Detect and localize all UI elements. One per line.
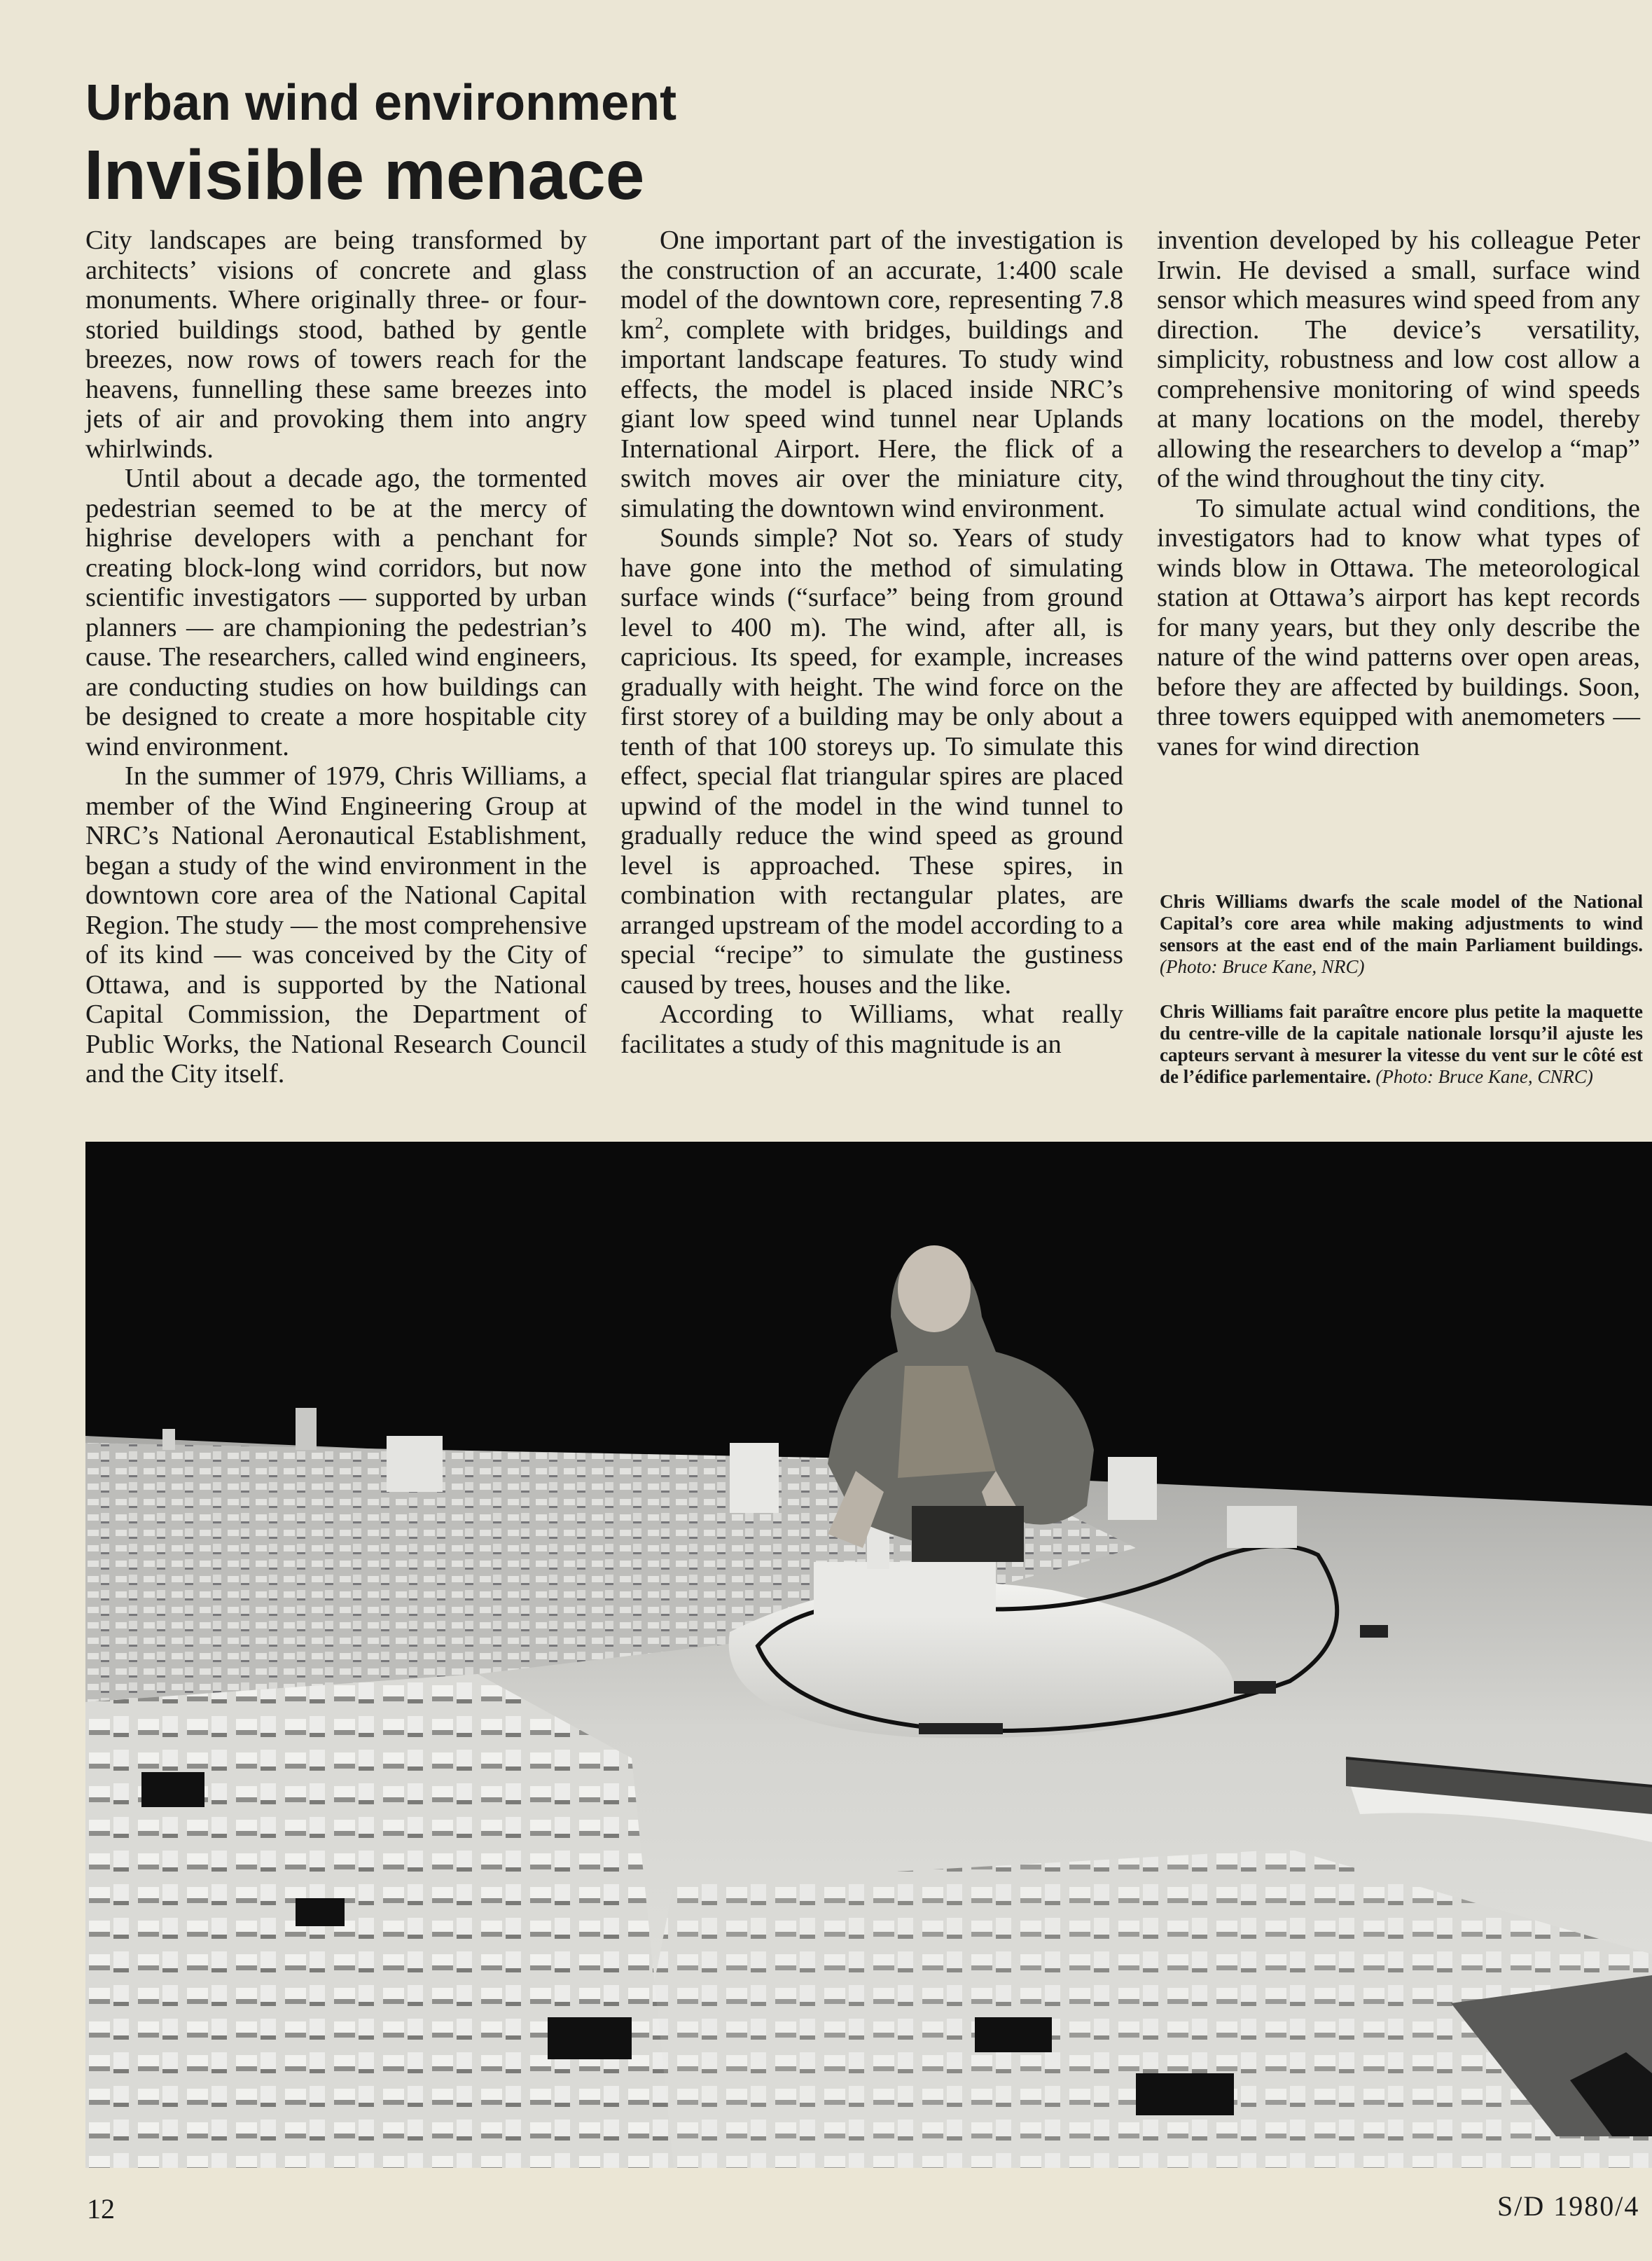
photo-caption-english (1160, 891, 1643, 978)
photo-illustration (85, 1142, 1652, 2168)
caption-text: Chris Williams fait paraître encore plus petite la maquette du centre-ville de la capitale nationale lorsqu’il ajuste les capteurs servant à mesurer la vitesse du vent sur le côté est de l’édifice parlementaire. (1160, 1001, 1643, 1087)
page-number: 12 (87, 2193, 115, 2225)
photo-caption-french (1160, 1001, 1643, 1088)
superscript: 2 (655, 313, 663, 332)
paragraph (620, 226, 1123, 523)
paragraph: invention developed by his colleague Peter Irwin. He devised a small, surface wind sensor which measures wind speed from any direction. The device’s versatility, simplicity, robustness and low cost allow a comprehensive monitoring of wind speeds at many locations on the model, thereby allowing the researchers to develop a “map” of the wind throughout the tiny city. (1157, 226, 1640, 493)
text-column-2 (620, 226, 1123, 1059)
article-kicker: Urban wind environment (85, 75, 677, 131)
issue-label: S/D 1980/4 (1497, 2190, 1640, 2222)
paragraph: City landscapes are being transformed by architects’ visions of concrete and glass monuments. Where originally three- or four-storied buildings stood, bathed by gentle breezes, now rows of towers reach for the heavens, funnelling these same breezes into jets of air and provoking them into angry whirlwinds. (85, 226, 587, 464)
paragraph: In the summer of 1979, Chris Williams, a member of the Wind Engineering Group at NRC’s National Aeronautical Establishment, began a study of the wind environment in the downtown core area of the National Capital Region. The study — the most comprehensive of its kind — was conceived by the City of Ottawa, and is supported by the National Capital Commission, the Department of Public Works, the National Research Council and the City itself. (85, 761, 587, 1088)
paragraph: Until about a decade ago, the tormented pedestrian seemed to be at the mercy of highrise developers with a penchant for creating block-long wind corridors, but now scientific investigators — supported by urban planners — are championing the pedestrian’s cause. The researchers, called wind engineers, are conducting studies on how buildings can be designed to create a more hospitable city wind environment. (85, 464, 587, 761)
paragraph: Sounds simple? Not so. Years of study have gone into the method of simulating surface winds (“surface” being from ground level to 400 m). The wind, after all, is capricious. Its speed, for example, increases gradually with height. The wind force on the first storey of a building may be only about a tenth of that 100 storeys up. To simulate this effect, special flat triangular spires are placed upwind of the model in the wind tunnel to gradually reduce the wind speed as ground level is approached. These spires, in combination with rectangular plates, are arranged upstream of the model according to a special “recipe” to simulate the gustiness caused by trees, houses and the like. (620, 523, 1123, 1000)
paragraph: According to Williams, what really facilitates a study of this magnitude is an (620, 1000, 1123, 1059)
caption-text: Chris Williams dwarfs the scale model of the National Capital’s core area while making adjustments to wind sensors at the east end of the main Parliament buildings. (1160, 891, 1643, 955)
paragraph-text: , complete with bridges, buildings and important landscape features. To study wind effects, the model is placed inside NRC’s giant low speed wind tunnel near Uplands International Airport. Here, the flick of a switch moves air over the miniature city, simulating the downtown wind environment. (620, 314, 1123, 523)
photo-credit: (Photo: Bruce Kane, NRC) (1160, 956, 1365, 977)
text-column-1 (85, 226, 587, 1089)
photo-scale-model (85, 1142, 1652, 2168)
paragraph-text: One important part of the investigation is the construction of an accurate, 1:400 scale model of the downtown core, representing 7.8 km (620, 226, 1123, 345)
article-title: Invisible menace (84, 136, 645, 214)
photo-credit: (Photo: Bruce Kane, CNRC) (1375, 1066, 1593, 1087)
text-column-3 (1157, 226, 1640, 761)
paragraph: To simulate actual wind conditions, the investigators had to know what types of winds blow in Ottawa. The meteorological station at Ottawa’s airport has kept records for many years, but they only describe the nature of the wind patterns over open areas, before they are affected by buildings. Soon, three towers equipped with anemometers — vanes for wind direction (1157, 493, 1640, 761)
